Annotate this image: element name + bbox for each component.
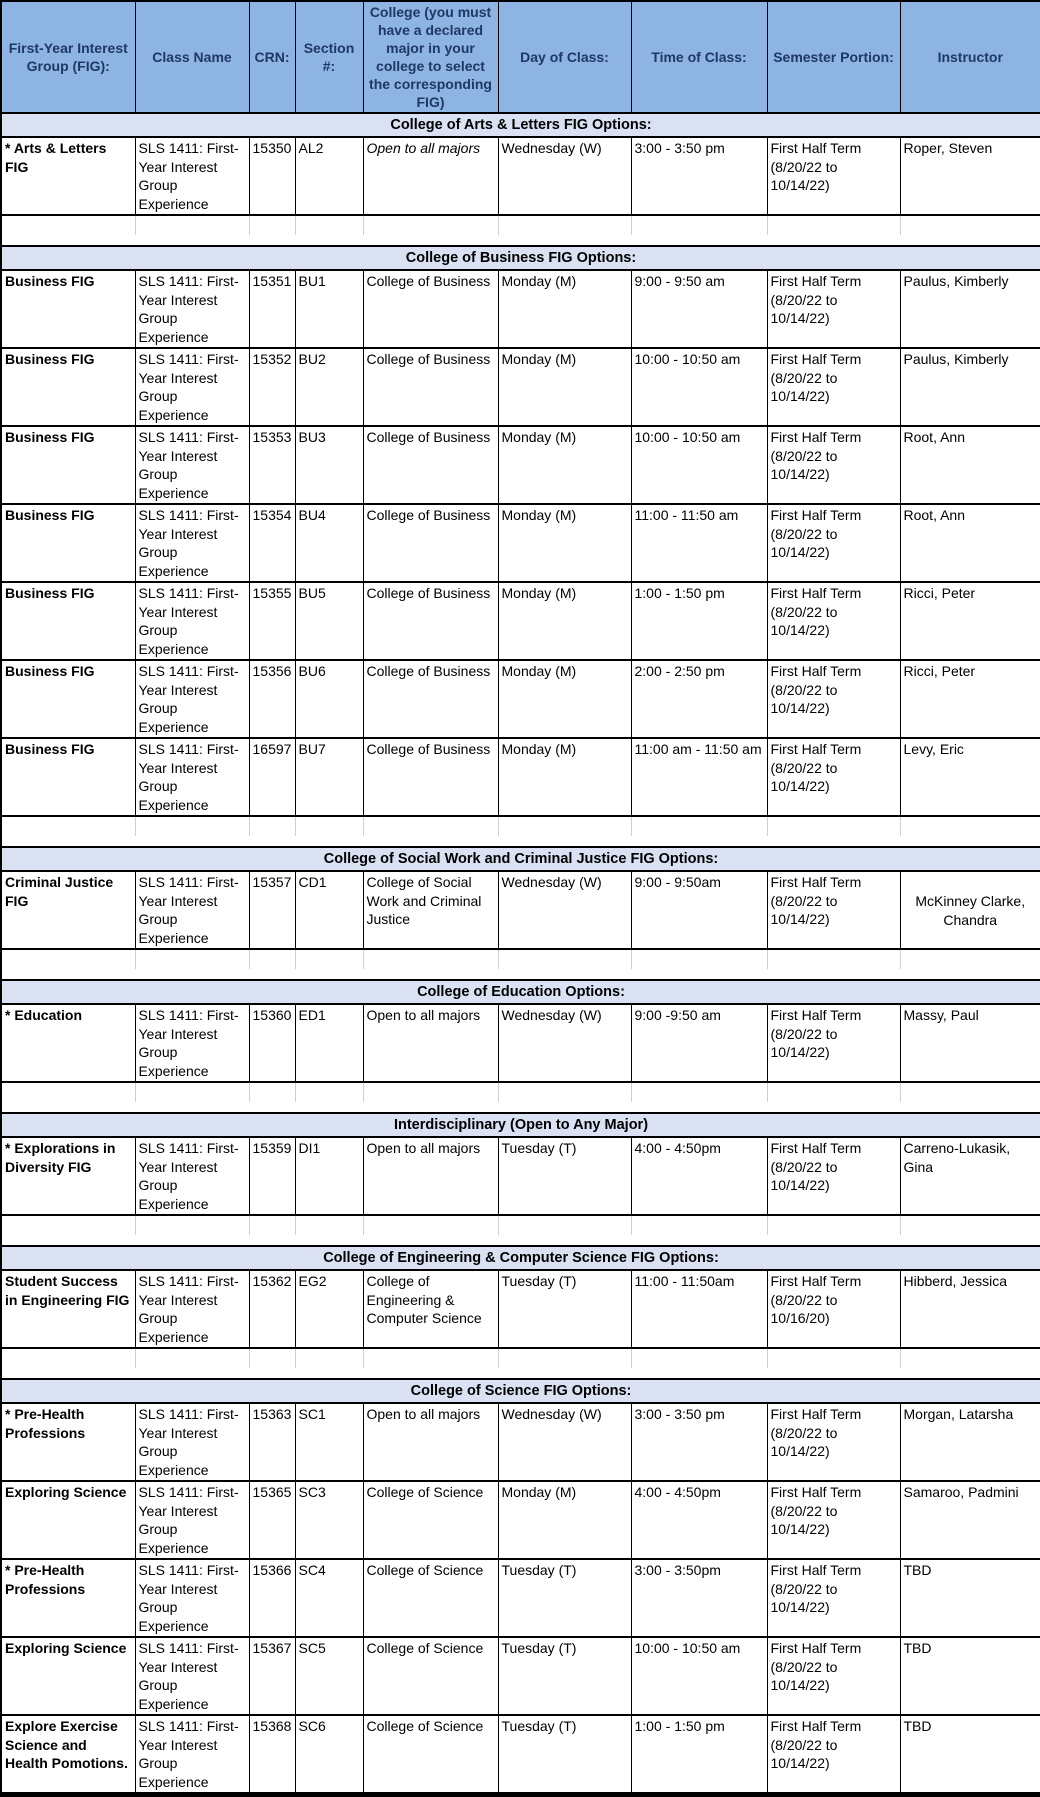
cell-class-name: SLS 1411: First-Year Interest Group Experience	[135, 1137, 249, 1215]
cell-college: College of Business	[363, 504, 498, 582]
course-row	[1, 1403, 1040, 1481]
cell-day: Tuesday (T)	[498, 1137, 631, 1215]
table-header	[1, 1, 1040, 113]
cell-class-name: SLS 1411: First-Year Interest Group Experience	[135, 1481, 249, 1559]
cell-instructor: Paulus, Kimberly	[900, 270, 1040, 348]
separator-cell	[363, 949, 498, 969]
separator-cell	[295, 1348, 363, 1368]
separator-cell	[1, 1215, 135, 1235]
cell-class-name: SLS 1411: First-Year Interest Group Experience	[135, 270, 249, 348]
cell-day: Monday (M)	[498, 348, 631, 426]
cell-fig: Business FIG	[1, 582, 135, 660]
cell-crn: 15356	[249, 660, 295, 738]
separator-gap-row	[1, 1235, 1040, 1246]
cell-time: 4:00 - 4:50pm	[631, 1137, 767, 1215]
course-row	[1, 1004, 1040, 1082]
cell-instructor: Roper, Steven	[900, 137, 1040, 215]
section-header-label: College of Education Options:	[1, 980, 1040, 1004]
cell-college: College of Business	[363, 660, 498, 738]
cell-fig: * Pre-Health Professions	[1, 1403, 135, 1481]
cell-class-name: SLS 1411: First-Year Interest Group Experience	[135, 738, 249, 816]
separator-cell	[363, 1082, 498, 1102]
separator-cell	[249, 215, 295, 235]
separator-cell	[498, 1348, 631, 1368]
separator-cell	[135, 1215, 249, 1235]
section-header-label: College of Science FIG Options:	[1, 1379, 1040, 1403]
course-row	[1, 348, 1040, 426]
cell-college: College of Science	[363, 1637, 498, 1715]
separator-gap-cell	[1, 1102, 1040, 1113]
cell-section: AL2	[295, 137, 363, 215]
separator-cell	[767, 215, 900, 235]
separator-cell	[1, 215, 135, 235]
cell-section: BU2	[295, 348, 363, 426]
col-header-fig: First-Year Interest Group (FIG):	[1, 1, 135, 113]
cell-fig: Student Success in Engineering FIG	[1, 1270, 135, 1348]
cell-semester: First Half Term (8/20/22 to 10/14/22)	[767, 137, 900, 215]
cell-time: 9:00 - 9:50 am	[631, 270, 767, 348]
cell-crn: 15352	[249, 348, 295, 426]
cell-fig: Business FIG	[1, 660, 135, 738]
cell-class-name: SLS 1411: First-Year Interest Group Experience	[135, 660, 249, 738]
separator-cell	[498, 215, 631, 235]
col-header-class-name: Class Name	[135, 1, 249, 113]
cell-instructor: Root, Ann	[900, 504, 1040, 582]
separator-gap-row	[1, 1102, 1040, 1113]
cell-fig: Explore Exercise Science and Health Pomotions.	[1, 1715, 135, 1795]
cell-class-name: SLS 1411: First-Year Interest Group Experience	[135, 504, 249, 582]
separator-row	[1, 816, 1040, 836]
cell-class-name: SLS 1411: First-Year Interest Group Experience	[135, 426, 249, 504]
cell-fig: Business FIG	[1, 270, 135, 348]
cell-college: Open to all majors	[363, 1403, 498, 1481]
cell-class-name: SLS 1411: First-Year Interest Group Experience	[135, 1403, 249, 1481]
cell-college: College of Science	[363, 1481, 498, 1559]
cell-instructor: Ricci, Peter	[900, 582, 1040, 660]
cell-semester: First Half Term (8/20/22 to 10/14/22)	[767, 1637, 900, 1715]
separator-gap-cell	[1, 969, 1040, 980]
cell-section: SC3	[295, 1481, 363, 1559]
cell-time: 9:00 -9:50 am	[631, 1004, 767, 1082]
cell-college: College of Business	[363, 738, 498, 816]
cell-class-name: SLS 1411: First-Year Interest Group Experience	[135, 1559, 249, 1637]
col-header-college: College (you must have a declared major in your college to select the corresponding FIG)	[363, 1, 498, 113]
cell-fig: * Explorations in Diversity FIG	[1, 1137, 135, 1215]
separator-cell	[498, 816, 631, 836]
cell-crn: 15362	[249, 1270, 295, 1348]
cell-semester: First Half Term (8/20/22 to 10/14/22)	[767, 871, 900, 949]
cell-semester: First Half Term (8/20/22 to 10/14/22)	[767, 270, 900, 348]
cell-time: 1:00 - 1:50 pm	[631, 1715, 767, 1795]
cell-time: 3:00 - 3:50 pm	[631, 137, 767, 215]
cell-class-name: SLS 1411: First-Year Interest Group Experience	[135, 1270, 249, 1348]
cell-time: 10:00 - 10:50 am	[631, 348, 767, 426]
cell-day: Tuesday (T)	[498, 1559, 631, 1637]
separator-cell	[498, 1215, 631, 1235]
cell-college: College of Business	[363, 270, 498, 348]
separator-cell	[295, 816, 363, 836]
cell-day: Tuesday (T)	[498, 1715, 631, 1795]
course-row	[1, 1559, 1040, 1637]
table-body	[1, 113, 1040, 1795]
cell-semester: First Half Term (8/20/22 to 10/14/22)	[767, 1137, 900, 1215]
cell-class-name: SLS 1411: First-Year Interest Group Experience	[135, 1637, 249, 1715]
cell-time: 10:00 - 10:50 am	[631, 426, 767, 504]
separator-gap-row	[1, 1368, 1040, 1379]
cell-college: College of Business	[363, 426, 498, 504]
section-header-row	[1, 1379, 1040, 1403]
cell-class-name: SLS 1411: First-Year Interest Group Experience	[135, 1715, 249, 1795]
section-header-row	[1, 246, 1040, 270]
cell-semester: First Half Term (8/20/22 to 10/14/22)	[767, 348, 900, 426]
cell-crn: 15360	[249, 1004, 295, 1082]
cell-day: Monday (M)	[498, 504, 631, 582]
course-row	[1, 426, 1040, 504]
cell-fig: Business FIG	[1, 348, 135, 426]
cell-section: ED1	[295, 1004, 363, 1082]
cell-college: Open to all majors	[363, 1004, 498, 1082]
cell-instructor: Massy, Paul	[900, 1004, 1040, 1082]
cell-class-name: SLS 1411: First-Year Interest Group Experience	[135, 871, 249, 949]
cell-crn: 15353	[249, 426, 295, 504]
separator-gap-cell	[1, 836, 1040, 847]
cell-crn: 15350	[249, 137, 295, 215]
separator-cell	[135, 215, 249, 235]
cell-day: Tuesday (T)	[498, 1637, 631, 1715]
separator-cell	[295, 949, 363, 969]
separator-cell	[1, 816, 135, 836]
cell-instructor: Hibberd, Jessica	[900, 1270, 1040, 1348]
cell-college: College of Social Work and Criminal Justice	[363, 871, 498, 949]
separator-cell	[498, 1082, 631, 1102]
cell-instructor: Carreno-Lukasik, Gina	[900, 1137, 1040, 1215]
cell-semester: First Half Term (8/20/22 to 10/14/22)	[767, 1715, 900, 1795]
separator-cell	[900, 816, 1040, 836]
cell-fig: * Education	[1, 1004, 135, 1082]
cell-semester: First Half Term (8/20/22 to 10/14/22)	[767, 426, 900, 504]
cell-crn: 15351	[249, 270, 295, 348]
col-header-semester: Semester Portion:	[767, 1, 900, 113]
section-header-row	[1, 980, 1040, 1004]
separator-gap-row	[1, 969, 1040, 980]
cell-fig: Business FIG	[1, 504, 135, 582]
cell-fig: Business FIG	[1, 426, 135, 504]
separator-cell	[900, 215, 1040, 235]
cell-day: Monday (M)	[498, 270, 631, 348]
separator-gap-row	[1, 836, 1040, 847]
cell-time: 11:00 - 11:50am	[631, 1270, 767, 1348]
section-header-row	[1, 847, 1040, 871]
course-row	[1, 582, 1040, 660]
cell-section: SC6	[295, 1715, 363, 1795]
cell-semester: First Half Term (8/20/22 to 10/14/22)	[767, 1481, 900, 1559]
cell-section: SC4	[295, 1559, 363, 1637]
separator-cell	[900, 1215, 1040, 1235]
cell-semester: First Half Term (8/20/22 to 10/14/22)	[767, 1403, 900, 1481]
cell-crn: 16597	[249, 738, 295, 816]
course-row	[1, 1270, 1040, 1348]
course-row	[1, 1715, 1040, 1795]
cell-time: 3:00 - 3:50pm	[631, 1559, 767, 1637]
separator-cell	[1, 1348, 135, 1368]
cell-fig: Business FIG	[1, 738, 135, 816]
cell-instructor: TBD	[900, 1715, 1040, 1795]
cell-crn: 15354	[249, 504, 295, 582]
cell-semester: First Half Term (8/20/22 to 10/14/22)	[767, 1004, 900, 1082]
header-row	[1, 1, 1040, 113]
cell-crn: 15359	[249, 1137, 295, 1215]
cell-section: BU4	[295, 504, 363, 582]
cell-class-name: SLS 1411: First-Year Interest Group Experience	[135, 137, 249, 215]
cell-instructor: Morgan, Latarsha	[900, 1403, 1040, 1481]
cell-day: Monday (M)	[498, 1481, 631, 1559]
separator-cell	[135, 949, 249, 969]
separator-cell	[135, 1082, 249, 1102]
separator-cell	[900, 1082, 1040, 1102]
cell-time: 11:00 am - 11:50 am	[631, 738, 767, 816]
cell-crn: 15357	[249, 871, 295, 949]
cell-section: BU6	[295, 660, 363, 738]
cell-semester: First Half Term (8/20/22 to 10/16/20)	[767, 1270, 900, 1348]
separator-cell	[631, 1348, 767, 1368]
separator-cell	[900, 949, 1040, 969]
separator-cell	[295, 215, 363, 235]
cell-fig: Criminal Justice FIG	[1, 871, 135, 949]
cell-time: 2:00 - 2:50 pm	[631, 660, 767, 738]
cell-day: Wednesday (W)	[498, 1004, 631, 1082]
cell-college: College of Science	[363, 1715, 498, 1795]
separator-cell	[135, 1348, 249, 1368]
cell-time: 4:00 - 4:50pm	[631, 1481, 767, 1559]
separator-cell	[363, 1348, 498, 1368]
cell-day: Monday (M)	[498, 738, 631, 816]
separator-cell	[249, 1215, 295, 1235]
cell-time: 11:00 - 11:50 am	[631, 504, 767, 582]
separator-cell	[363, 816, 498, 836]
cell-crn: 15365	[249, 1481, 295, 1559]
course-row	[1, 871, 1040, 949]
cell-time: 9:00 - 9:50am	[631, 871, 767, 949]
cell-instructor: Ricci, Peter	[900, 660, 1040, 738]
separator-cell	[767, 1348, 900, 1368]
separator-cell	[363, 215, 498, 235]
cell-class-name: SLS 1411: First-Year Interest Group Experience	[135, 348, 249, 426]
col-header-crn: CRN:	[249, 1, 295, 113]
section-header-row	[1, 113, 1040, 137]
separator-cell	[498, 949, 631, 969]
separator-gap-cell	[1, 1368, 1040, 1379]
separator-row	[1, 1082, 1040, 1102]
separator-cell	[767, 949, 900, 969]
cell-day: Monday (M)	[498, 582, 631, 660]
cell-section: BU7	[295, 738, 363, 816]
cell-class-name: SLS 1411: First-Year Interest Group Experience	[135, 582, 249, 660]
cell-fig: * Arts & Letters FIG	[1, 137, 135, 215]
separator-cell	[249, 816, 295, 836]
cell-day: Wednesday (W)	[498, 1403, 631, 1481]
section-header-label: College of Arts & Letters FIG Options:	[1, 113, 1040, 137]
cell-crn: 15367	[249, 1637, 295, 1715]
separator-cell	[631, 816, 767, 836]
cell-college: College of Engineering & Computer Science	[363, 1270, 498, 1348]
cell-time: 10:00 - 10:50 am	[631, 1637, 767, 1715]
cell-section: EG2	[295, 1270, 363, 1348]
cell-fig: Exploring Science	[1, 1481, 135, 1559]
course-row	[1, 270, 1040, 348]
separator-row	[1, 1215, 1040, 1235]
cell-college: College of Science	[363, 1559, 498, 1637]
course-row	[1, 137, 1040, 215]
separator-cell	[1, 949, 135, 969]
cell-day: Wednesday (W)	[498, 137, 631, 215]
cell-section: BU1	[295, 270, 363, 348]
separator-gap-row	[1, 235, 1040, 246]
separator-cell	[900, 1348, 1040, 1368]
separator-cell	[767, 1082, 900, 1102]
cell-section: SC1	[295, 1403, 363, 1481]
section-header-row	[1, 1113, 1040, 1137]
course-row	[1, 738, 1040, 816]
col-header-day: Day of Class:	[498, 1, 631, 113]
separator-cell	[1, 1082, 135, 1102]
section-header-label: College of Business FIG Options:	[1, 246, 1040, 270]
cell-section: SC5	[295, 1637, 363, 1715]
cell-instructor: Root, Ann	[900, 426, 1040, 504]
separator-cell	[249, 1348, 295, 1368]
cell-day: Wednesday (W)	[498, 871, 631, 949]
cell-day: Monday (M)	[498, 426, 631, 504]
section-header-label: College of Engineering & Computer Science FIG Options:	[1, 1246, 1040, 1270]
cell-instructor: McKinney Clarke, Chandra	[900, 871, 1040, 949]
cell-time: 3:00 - 3:50 pm	[631, 1403, 767, 1481]
course-row	[1, 504, 1040, 582]
course-row	[1, 1137, 1040, 1215]
cell-instructor: Levy, Eric	[900, 738, 1040, 816]
cell-instructor: Samaroo, Padmini	[900, 1481, 1040, 1559]
cell-fig: Exploring Science	[1, 1637, 135, 1715]
separator-row	[1, 215, 1040, 235]
col-header-section: Section #:	[295, 1, 363, 113]
cell-day: Monday (M)	[498, 660, 631, 738]
cell-time: 1:00 - 1:50 pm	[631, 582, 767, 660]
separator-row	[1, 1348, 1040, 1368]
cell-semester: First Half Term (8/20/22 to 10/14/22)	[767, 504, 900, 582]
cell-instructor: TBD	[900, 1637, 1040, 1715]
separator-cell	[631, 1215, 767, 1235]
separator-cell	[631, 215, 767, 235]
cell-college: College of Business	[363, 582, 498, 660]
separator-cell	[363, 1215, 498, 1235]
cell-college: Open to all majors	[363, 137, 498, 215]
cell-crn: 15368	[249, 1715, 295, 1795]
separator-cell	[767, 1215, 900, 1235]
cell-section: BU3	[295, 426, 363, 504]
cell-semester: First Half Term (8/20/22 to 10/14/22)	[767, 1559, 900, 1637]
cell-instructor: Paulus, Kimberly	[900, 348, 1040, 426]
separator-gap-cell	[1, 235, 1040, 246]
section-header-label: College of Social Work and Criminal Justice FIG Options:	[1, 847, 1040, 871]
cell-class-name: SLS 1411: First-Year Interest Group Experience	[135, 1004, 249, 1082]
separator-cell	[135, 816, 249, 836]
separator-cell	[249, 949, 295, 969]
cell-section: DI1	[295, 1137, 363, 1215]
col-header-time: Time of Class:	[631, 1, 767, 113]
cell-instructor: TBD	[900, 1559, 1040, 1637]
separator-gap-cell	[1, 1235, 1040, 1246]
section-header-row	[1, 1246, 1040, 1270]
cell-fig: * Pre-Health Professions	[1, 1559, 135, 1637]
cell-semester: First Half Term (8/20/22 to 10/14/22)	[767, 582, 900, 660]
cell-crn: 15363	[249, 1403, 295, 1481]
separator-row	[1, 949, 1040, 969]
cell-day: Tuesday (T)	[498, 1270, 631, 1348]
cell-college: College of Business	[363, 348, 498, 426]
separator-cell	[631, 1082, 767, 1102]
cell-section: CD1	[295, 871, 363, 949]
col-header-instructor: Instructor	[900, 1, 1040, 113]
cell-college: Open to all majors	[363, 1137, 498, 1215]
section-header-label: Interdisciplinary (Open to Any Major)	[1, 1113, 1040, 1137]
separator-cell	[295, 1215, 363, 1235]
cell-crn: 15366	[249, 1559, 295, 1637]
cell-semester: First Half Term (8/20/22 to 10/14/22)	[767, 738, 900, 816]
course-row	[1, 1481, 1040, 1559]
separator-cell	[631, 949, 767, 969]
separator-cell	[767, 816, 900, 836]
cell-section: BU5	[295, 582, 363, 660]
separator-cell	[249, 1082, 295, 1102]
course-row	[1, 660, 1040, 738]
cell-crn: 15355	[249, 582, 295, 660]
separator-cell	[295, 1082, 363, 1102]
cell-semester: First Half Term (8/20/22 to 10/14/22)	[767, 660, 900, 738]
course-row	[1, 1637, 1040, 1715]
